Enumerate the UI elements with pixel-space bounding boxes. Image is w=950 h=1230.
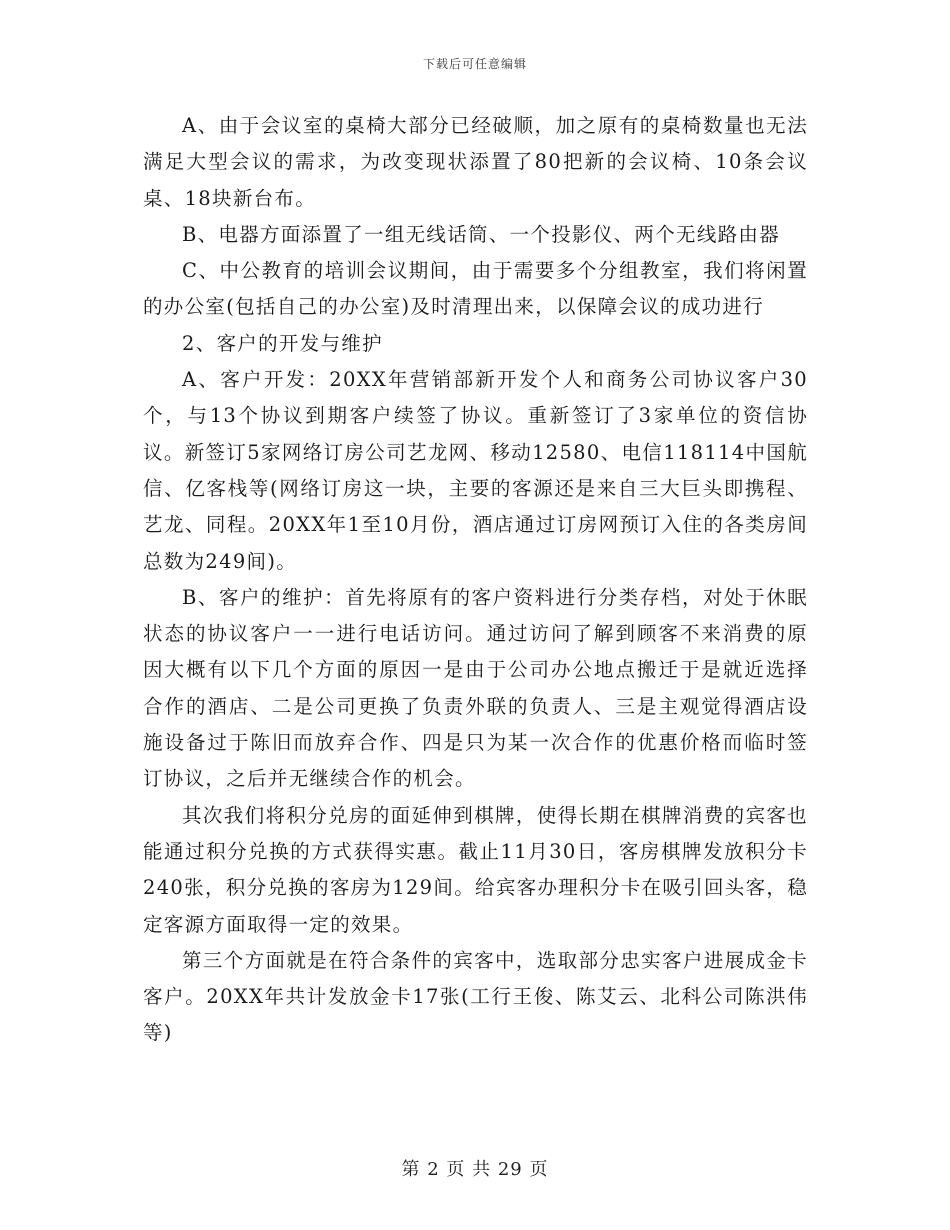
paragraph-electrical: B、电器方面添置了一组无线话筒、一个投影仪、两个无线路由器	[182, 222, 781, 246]
page-number-footer: 第 2 页 共 29 页	[401, 1159, 549, 1180]
document-body	[143, 108, 808, 1052]
paragraph-client-development: A、客户开发：20XX年营销部新开发个人和商务公司协议客户30个，与13个协议到期客户续签了协议。重新签订了3家单位的资信协议。新签订5家网络订房公司艺龙网、移动12580、电信118114中国航信、亿客栈等(网络订房这一块，主要的客源还是来自三大巨头即携程、艺龙、同程。20XX年1至10月份，酒店通过订房网预订入住的各类房间总数为249间)。	[143, 368, 808, 573]
paragraph-client-maintenance: B、客户的维护：首先将原有的客户资料进行分类存档，对处于休眠状态的协议客户一一进行电话访问。通过访问了解到顾客不来消费的原因大概有以下几个方面的原因一是由于公司办公地点搬迁于是就近选择合作的酒店、二是公司更换了负责外联的负责人、三是主观觉得酒店设施设备过于陈旧而放弃合作、四是只为某一次合作的优惠价格而临时签订协议，之后并无继续合作的机会。	[143, 585, 808, 791]
paragraph-gold-card: 第三个方面就是在符合条件的宾客中，选取部分忠实客户进展成金卡客户。20XX年共计发放金卡17张(工行王俊、陈艾云、北科公司陈洪伟等)	[143, 948, 808, 1045]
paragraph-points-exchange: 其次我们将积分兑房的面延伸到棋牌，使得长期在棋牌消费的宾客也能通过积分兑换的方式获得实惠。截止11月30日，客房棋牌发放积分卡240张，积分兑换的客房为129间。给宾客办理积分卡在吸引回头客，稳定客源方面取得一定的效果。	[143, 803, 808, 936]
section-heading-clients: 2、客户的开发与维护	[182, 331, 383, 355]
paragraph-training-rooms: C、中公教育的培训会议期间，由于需要多个分组教室，我们将闲置的办公室(包括自己的办公室)及时清理出来，以保障会议的成功进行	[143, 259, 808, 319]
page-header-note: 下载后可任意编辑	[422, 57, 527, 71]
paragraph-furniture: A、由于会议室的桌椅大部分已经破顺，加之原有的桌椅数量也无法满足大型会议的需求，为改变现状添置了80把新的会议椅、10条会议桌、18块新台布。	[143, 114, 808, 210]
